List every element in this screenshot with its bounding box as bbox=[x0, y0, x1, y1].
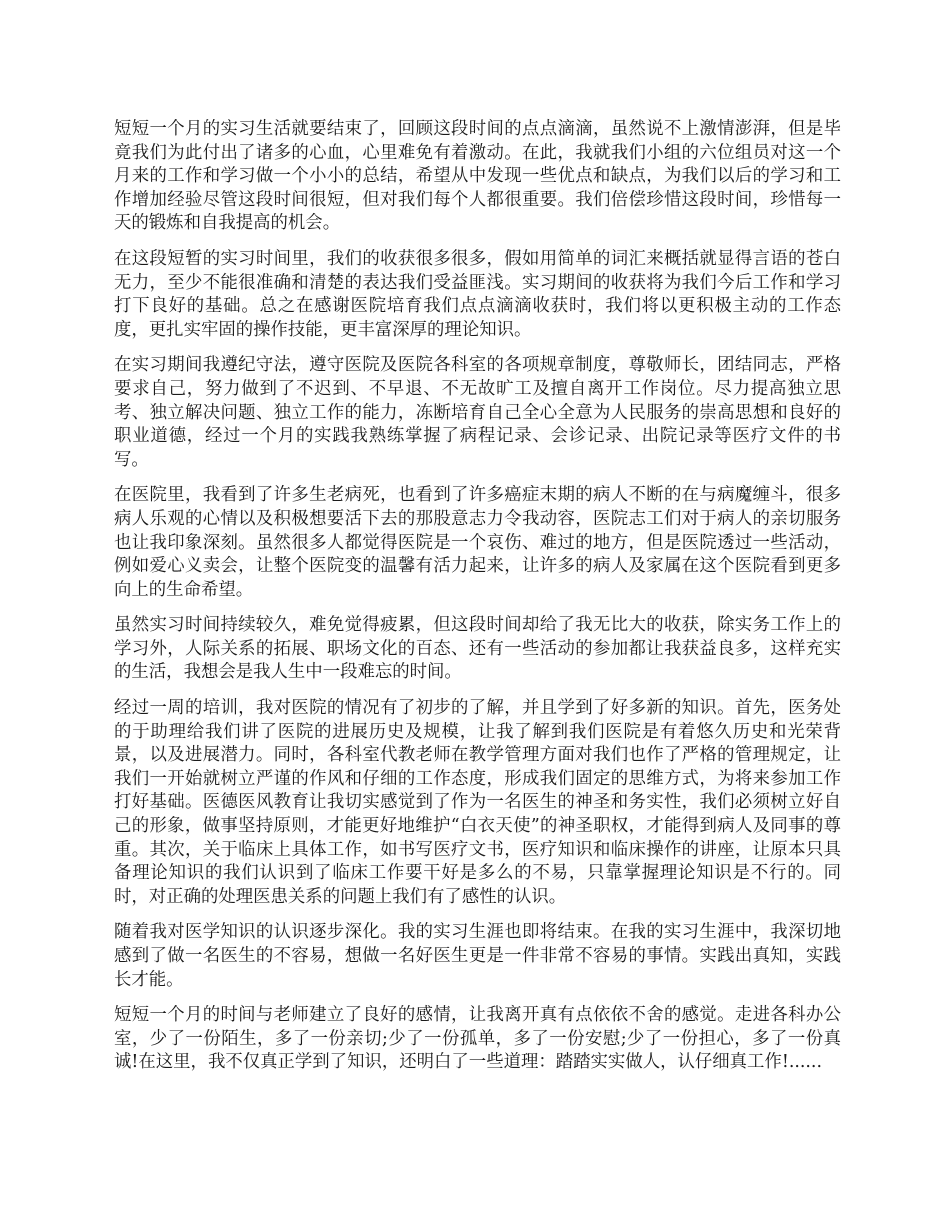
paragraph-4: 在医院里，我看到了许多生老病死，也看到了许多癌症末期的病人不断的在与病魔缠斗，很多病人乐观的心情以及积极想要活下去的那股意志力令我动容，医院志工们对于病人的亲切服务也让我印象深刻。虽然很多人都觉得医院是一个哀伤、难过的地方，但是医院透过一些活动，例如爱心义卖会，让整个医院变的温馨有活力起来，让许多的病人及家属在这个医院看到更多向上的生命希望。 bbox=[114, 485, 841, 600]
document-body bbox=[114, 118, 841, 1087]
paragraph-5: 虽然实习时间持续较久，难免觉得疲累，但这段时间却给了我无比大的收获，除实务工作上的学习外，人际关系的拓展、职场文化的百态、还有一些活动的参加都让我获益良多，这样充实的生活，我想会是我人生中一段难忘的时间。 bbox=[114, 615, 841, 683]
paragraph-8: 短短一个月的时间与老师建立了良好的感情，让我离开真有点依依不舍的感觉。走进各科办公室，少了一份陌生，多了一份亲切;少了一份孤单，多了一份安慰;少了一份担心，多了一份真诚!在这里，我不仅真正学到了知识，还明白了一些道理：踏踏实实做人，认仔细真工作!...... bbox=[114, 1005, 841, 1073]
paragraph-3: 在实习期间我遵纪守法，遵守医院及医院各科室的各项规章制度，尊敬师长，团结同志，严格要求自己，努力做到了不迟到、不早退、不无故旷工及擅自离开工作岗位。尽力提高独立思考、独立解决问题、独立工作的能力，冻断培育自己全心全意为人民服务的崇高思想和良好的职业道德，经过一个月的实践我熟练掌握了病程记录、会诊记录、出院记录等医疗文件的书写。 bbox=[114, 355, 841, 470]
paragraph-7: 随着我对医学知识的认识逐步深化。我的实习生涯也即将结束。在我的实习生涯中，我深切地感到了做一名医生的不容易，想做一名好医生更是一件非常不容易的事情。实践出真知，实践长才能。 bbox=[114, 922, 841, 990]
paragraph-1: 短短一个月的实习生活就要结束了，回顾这段时间的点点滴滴，虽然说不上激情澎湃，但是毕竟我们为此付出了诸多的心血，心里难免有着激动。在此，我就我们小组的六位组员对这一个月来的工作和学习做一个小小的总结，希望从中发现一些优点和缺点，为我们以后的学习和工作增加经验尽管这段时间很短，但对我们每个人都很重要。我们倍偿珍惜这段时间，珍惜每一天的锻炼和自我提高的机会。 bbox=[114, 119, 841, 234]
paragraph-6: 经过一周的培训，我对医院的情况有了初步的了解，并且学到了好多新的知识。首先，医务处的于助理给我们讲了医院的进展历史及规模，让我了解到我们医院是有着悠久历史和光荣背景，以及进展潜力。同时，各科室代教老师在教学管理方面对我们也作了严格的管理规定，让我们一开始就树立严谨的作风和仔细的工作态度，形成我们固定的思维方式，为将来参加工作打好基础。医德医风教育让我切实感觉到了作为一名医生的神圣和务实性，我们必须树立好自己的形象，做事坚持原则，才能更好地维护“白衣天使”的神圣职权，才能得到病人及同事的尊重。其次，关于临床上具体工作，如书写医疗文书，医疗知识和临床操作的讲座，让原本只具备理论知识的我们认识到了临床工作要干好是多么的不易，只靠掌握理论知识是不行的。同时，对正确的处理医患关系的问题上我们有了感性的认识。 bbox=[114, 698, 841, 907]
paragraph-2: 在这段短暂的实习时间里，我们的收获很多很多，假如用简单的词汇来概括就显得言语的苍白无力，至少不能很准确和清楚的表达我们受益匪浅。实习期间的收获将为我们今后工作和学习打下良好的基础。总之在感谢医院培育我们点点滴滴收获时，我们将以更积极主动的工作态度，更扎实牢固的操作技能，更丰富深厚的理论知识。 bbox=[114, 248, 841, 340]
